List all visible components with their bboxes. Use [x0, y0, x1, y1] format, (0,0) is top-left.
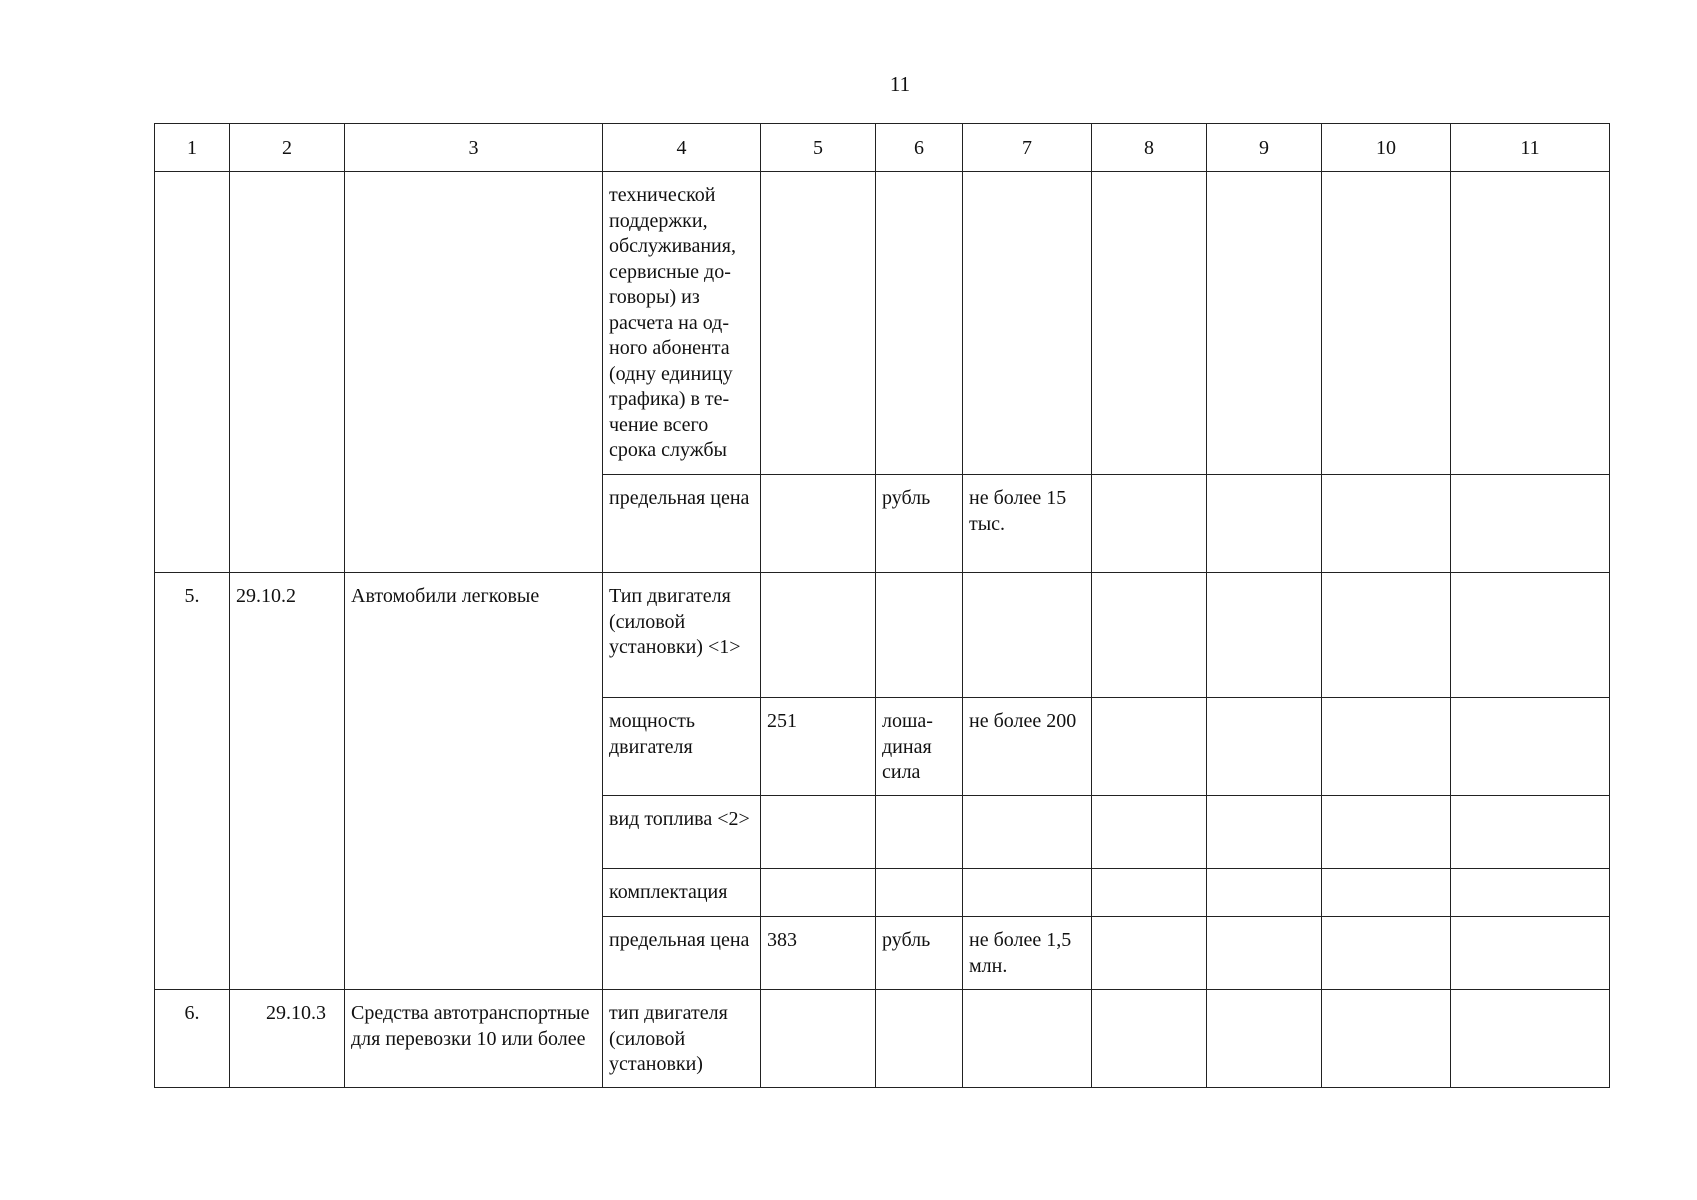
table-cell: [1322, 698, 1451, 796]
table-row: [155, 172, 1610, 475]
item-name-cell: Автомобили легковые: [345, 573, 603, 990]
value-cell: не более 1,5 млн.: [963, 917, 1092, 990]
table-cell: [1092, 869, 1207, 917]
table-cell: [876, 573, 963, 698]
table-cell: [876, 869, 963, 917]
characteristic-cell: предельная цена: [603, 917, 761, 990]
table-cell: [1322, 475, 1451, 573]
table-cell: [963, 573, 1092, 698]
table-cell: [1451, 698, 1610, 796]
header-cell: 10: [1322, 124, 1451, 172]
table-cell: [1322, 990, 1451, 1088]
table-cell: [1092, 573, 1207, 698]
table-cell: [761, 573, 876, 698]
header-cell: 7: [963, 124, 1092, 172]
characteristic-cell: тип двигателя (силовой установки): [603, 990, 761, 1088]
value-cell: не более 200: [963, 698, 1092, 796]
table-cell: [963, 990, 1092, 1088]
table-cell: [1322, 172, 1451, 475]
item-code-cell: [230, 172, 345, 573]
table-cell: [963, 796, 1092, 869]
table-cell: [1207, 869, 1322, 917]
table-cell: [1207, 698, 1322, 796]
header-cell: 8: [1092, 124, 1207, 172]
unit-cell: рубль: [876, 475, 963, 573]
table-cell: [1451, 990, 1610, 1088]
characteristic-cell: технической поддержки, обслуживания, сервисные до-говоры) из расчета на од-ного абонента (одну единицу трафика) в те-чение всего срока службы: [603, 172, 761, 475]
table-cell: [1207, 990, 1322, 1088]
table-cell: [1451, 172, 1610, 475]
table-cell: [1092, 475, 1207, 573]
characteristic-cell: Тип двигателя (силовой установки) <1>: [603, 573, 761, 698]
table-cell: [963, 172, 1092, 475]
table-cell: [761, 869, 876, 917]
table-cell: [1207, 796, 1322, 869]
table-cell: [1322, 573, 1451, 698]
item-number-cell: 6.: [155, 990, 230, 1088]
header-row: [155, 124, 1610, 172]
item-code-cell: 29.10.3: [230, 990, 345, 1088]
header-cell: 11: [1451, 124, 1610, 172]
table-cell: [1092, 796, 1207, 869]
table-cell: [1451, 475, 1610, 573]
table-cell: [1451, 917, 1610, 990]
table-cell: [1451, 869, 1610, 917]
table-cell: [1451, 573, 1610, 698]
characteristic-cell: мощность двигателя: [603, 698, 761, 796]
table-cell: [1092, 990, 1207, 1088]
value-cell: не более 15 тыс.: [963, 475, 1092, 573]
header-cell: 6: [876, 124, 963, 172]
table-cell: [1322, 917, 1451, 990]
header-cell: 2: [230, 124, 345, 172]
table-cell: [1322, 869, 1451, 917]
code-cell: 251: [761, 698, 876, 796]
header-cell: 5: [761, 124, 876, 172]
page-number: 11: [889, 72, 911, 96]
table-cell: [1207, 917, 1322, 990]
table-cell: [1451, 796, 1610, 869]
table-cell: [761, 990, 876, 1088]
header-cell: 4: [603, 124, 761, 172]
table-cell: [761, 475, 876, 573]
code-cell: 383: [761, 917, 876, 990]
table-cell: [761, 796, 876, 869]
table-row: [155, 573, 1610, 698]
header-cell: 9: [1207, 124, 1322, 172]
table-cell: [1207, 573, 1322, 698]
table-cell: [1092, 917, 1207, 990]
item-name-cell: [345, 172, 603, 573]
table-cell: [963, 869, 1092, 917]
table-cell: [876, 796, 963, 869]
header-cell: 3: [345, 124, 603, 172]
table-cell: [1207, 475, 1322, 573]
item-number-cell: 5.: [155, 573, 230, 990]
item-code-cell: 29.10.2: [230, 573, 345, 990]
table-cell: [761, 172, 876, 475]
table-cell: [1092, 172, 1207, 475]
characteristic-cell: комплектация: [603, 869, 761, 917]
item-number-cell: [155, 172, 230, 573]
table-row: [155, 990, 1610, 1088]
characteristic-cell: предельная цена: [603, 475, 761, 573]
table-cell: [1092, 698, 1207, 796]
unit-cell: рубль: [876, 917, 963, 990]
table-cell: [876, 990, 963, 1088]
requirements-table: [154, 123, 1610, 1088]
item-name-cell: Средства автотранспортные для перевозки 10 или более: [345, 990, 603, 1088]
table-cell: [876, 172, 963, 475]
header-cell: 1: [155, 124, 230, 172]
characteristic-cell: вид топлива <2>: [603, 796, 761, 869]
unit-cell: лоша-диная сила: [876, 698, 963, 796]
table-cell: [1207, 172, 1322, 475]
table-cell: [1322, 796, 1451, 869]
